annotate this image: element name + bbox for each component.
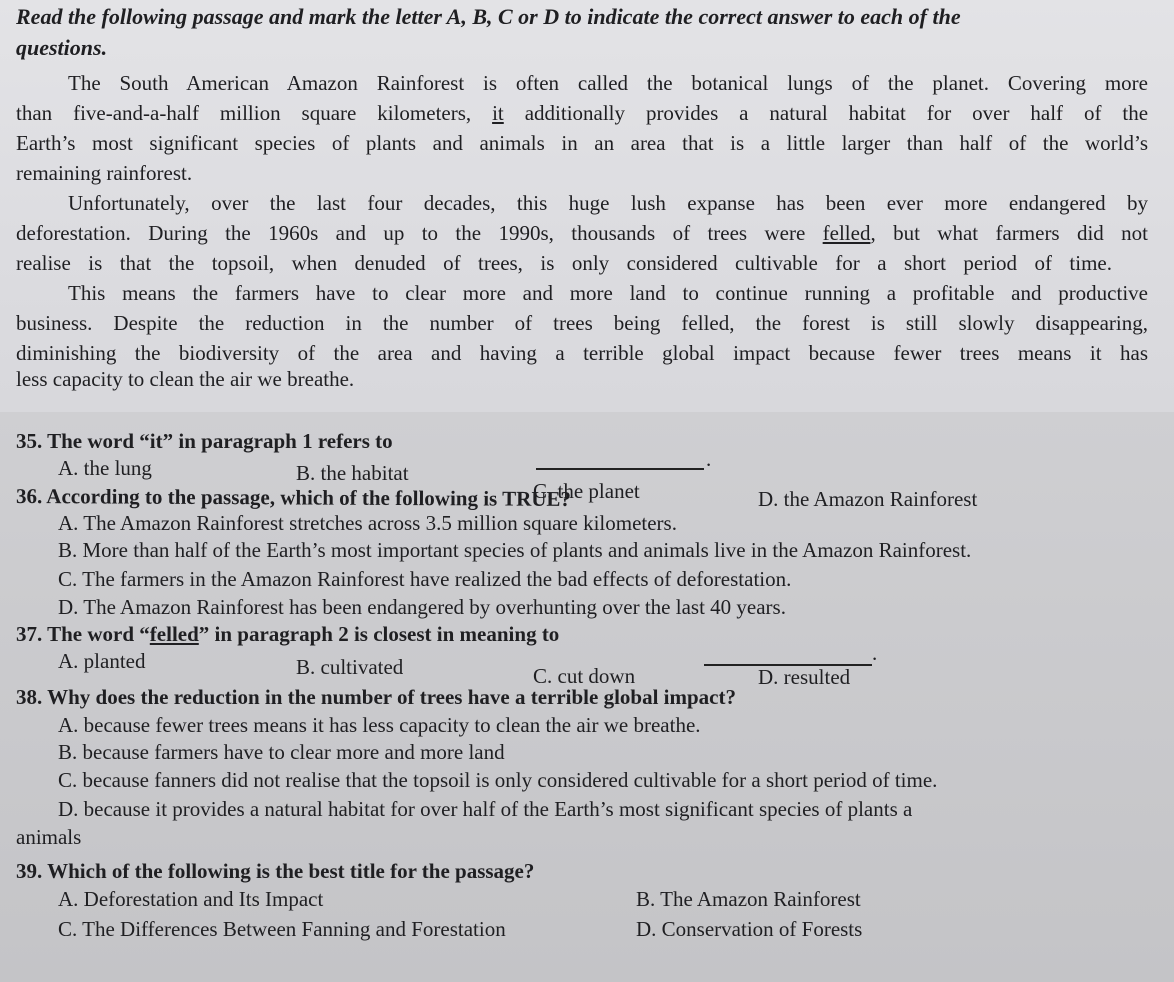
p3-line-2: business. Despite the reduction in the number of trees being felled, the forest is still slowly disappearing,: [16, 311, 1148, 335]
q37-stem-post: ” in paragraph 2 is closest in meaning to: [198, 622, 560, 646]
q39-option-c[interactable]: C. The Differences Between Fanning and Forestation: [58, 917, 506, 941]
instructions-line-1: Read the following passage and mark the letter A, B, C or D to indicate the correct answer to each of the: [16, 4, 961, 29]
p3-line-1: This means the farmers have to clear more and more land to continue running a profitable and productive: [68, 281, 1148, 305]
q38-stem: 38. Why does the reduction in the number of trees have a terrible global impact?: [16, 685, 736, 709]
q37-underlined-felled: felled: [149, 622, 199, 646]
q38-option-a[interactable]: A. because fewer trees means it has less capacity to clean the air we breathe.: [58, 713, 701, 737]
q36-option-d[interactable]: D. The Amazon Rainforest has been endangered by overhunting over the last 40 years.: [58, 595, 786, 619]
q39-option-d[interactable]: D. Conservation of Forests: [636, 917, 863, 941]
p1-line-4: remaining rainforest.: [16, 161, 193, 185]
p2-line-2-text: deforestation. During the 1960s and up to the 1990s, thousands of trees were: [16, 221, 806, 245]
p3-line-4: less capacity to clean the air we breathe.: [16, 367, 355, 391]
p2-line-2-rest: , but what farmers did not: [870, 221, 1149, 245]
q35-stem-text: 35. The word “it” in paragraph 1 refers to: [16, 429, 393, 453]
q37-option-a[interactable]: A. planted: [58, 649, 146, 673]
q37-option-b[interactable]: B. cultivated: [296, 655, 404, 679]
p2-line-3: realise is that the topsoil, when denuded of trees, is only considered cultivable for a short period of time.: [16, 251, 1112, 275]
q39-option-a[interactable]: A. Deforestation and Its Impact: [58, 887, 324, 911]
p2-line-1: Unfortunately, over the last four decades, this huge lush expanse has been ever more endangered by: [68, 191, 1148, 215]
q35-option-d[interactable]: D. the Amazon Rainforest: [758, 487, 978, 511]
q36-option-c[interactable]: C. The farmers in the Amazon Rainforest have realized the bad effects of deforestation.: [58, 567, 792, 591]
q35-option-b[interactable]: B. the habitat: [296, 461, 409, 485]
q39-stem: 39. Which of the following is the best title for the passage?: [16, 859, 535, 883]
p2-underlined-felled: felled: [822, 221, 871, 245]
q36-stem: 36. According to the passage, which of the following is TRUE?: [15, 484, 572, 511]
q38-option-b[interactable]: B. because farmers have to clear more and more land: [58, 740, 505, 764]
q37-option-c[interactable]: C. cut down: [533, 664, 636, 688]
p1-line-3: Earth’s most significant species of plants and animals in an area that is a little larger than half of the world’s: [16, 131, 1148, 155]
p1-line-1: The South American Amazon Rainforest is often called the botanical lungs of the planet. Covering more: [68, 71, 1148, 95]
q35-option-a[interactable]: A. the lung: [58, 456, 152, 480]
q39-option-b[interactable]: B. The Amazon Rainforest: [636, 887, 861, 911]
q36-option-b[interactable]: B. More than half of the Earth’s most important species of plants and animals live in the Amazon Rainforest.: [58, 538, 972, 562]
p1-underlined-it: it: [492, 101, 504, 125]
q38-option-c[interactable]: C. because fanners did not realise that the topsoil is only considered cultivable for a short period of time.: [58, 768, 938, 792]
q35-answer-blank[interactable]: [536, 452, 704, 470]
q35-stem: [16, 428, 393, 454]
instructions-line-2: questions.: [16, 35, 108, 60]
q38-option-d[interactable]: D. because it provides a natural habitat for over half of the Earth’s most significant species of plants a: [58, 797, 913, 821]
q38-option-d-continued: animals: [16, 825, 82, 849]
q35-option-c[interactable]: C. the planet: [533, 479, 640, 503]
p1-line-2: [16, 100, 1148, 126]
p3-line-3: diminishing the biodiversity of the area and having a terrible global impact because fewer trees means it has: [16, 341, 1148, 365]
q35-end: .: [706, 447, 712, 471]
p2-line-2: [16, 220, 1148, 246]
q37-stem-pre: 37. The word “: [16, 622, 150, 646]
p1-line-2-text: than five-and-a-half million square kilometers,: [16, 101, 472, 125]
q37-end: .: [872, 641, 878, 665]
q37-stem: [16, 621, 559, 647]
q36-option-a[interactable]: A. The Amazon Rainforest stretches across 3.5 million square kilometers.: [58, 511, 677, 535]
p1-line-2-rest: additionally provides a natural habitat for over half of the: [524, 101, 1149, 125]
q37-option-d[interactable]: D. resulted: [758, 665, 851, 689]
